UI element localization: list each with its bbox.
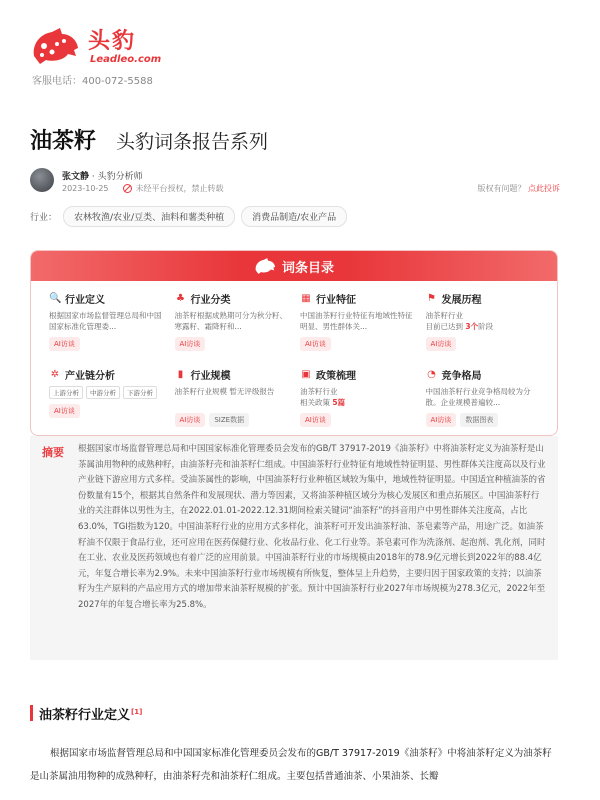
section-title [39,704,142,723]
toc-item-desc: 根据国家市场监督管理总局和中国国家标准化管理委... [49,311,162,331]
chain-tag[interactable]: 下游分析 [123,386,157,399]
toc-item[interactable] [420,287,546,363]
author-name: 张文静 [62,172,90,182]
no-reprint-icon [123,184,132,193]
ai-interview-pill[interactable]: AI访谈 [426,413,457,427]
toc-item-pills [175,337,289,351]
search-icon: 🔍 [49,293,62,304]
abstract-label: 摘要 [42,446,64,459]
industry-tag[interactable]: 农林牧渔/农业/豆类、油料和薯类种植 [63,206,235,227]
desc-count: 5篇 [332,398,346,407]
toc-item-label: 行业规模 [190,371,231,382]
toc-item-title [426,291,540,306]
toc-item-title [426,367,540,382]
ai-interview-pill[interactable]: AI访谈 [300,337,331,351]
complaint-link[interactable]: 点此投诉 [528,184,560,193]
section-bar [30,705,33,721]
toc-item-desc [300,386,414,408]
toc-item-pills [49,404,163,418]
ai-interview-pill[interactable]: AI访谈 [426,337,457,351]
copyright-notice [477,183,560,194]
toc-item-desc: 中国油茶籽行业竞争格局较为分散。企业规模普遍较... [425,387,531,407]
author-org: 头豹分析师 [97,172,143,182]
feature-icon: ▦ [301,293,311,304]
page-title: 油茶籽 [30,129,97,154]
toc-item-pills [426,337,540,351]
ai-interview-pill[interactable]: AI访谈 [49,337,80,351]
toc-item-title [49,291,163,306]
toc-item[interactable] [169,287,295,363]
author-avatar [30,168,54,192]
toc-item-label: 竞争格局 [441,371,482,382]
desc-prefix: 油茶籽行业 [300,387,338,396]
classify-icon: ♣ [176,293,185,304]
toc-item[interactable] [43,287,169,363]
history-icon: ⚑ [427,293,436,304]
abstract-text: 根据国家市场监督管理总局和中国国家标准化管理委员会发布的GB/T 37917-2019《油茶籽》中将油茶籽定义为油茶籽是山茶属油用物种的成熟种籽，由油茶籽壳和油茶籽仁组成。中国油茶籽行业特征有地域性特征明显、男性群体关注度高以及行业产业链下游应用方式多样。受油茶属性的影响，中国油茶籽行业种植区域较为集中，地域性特征明显。中国适宜种植油茶的省份数量有15个，根据其自然条件和发展现状、潜力等因素，又将油茶种植区域分为核心发展区和重点拓展区。中国油茶籽行业的关注群体以男性为主，在2022.01.01-2022.12.31期间检索关键词“油茶籽”的抖音用户中男性群体关注度高，占比63.0%，TGI指数为120。中国油茶籽行业的应用方式多样化，油茶籽可开发出油茶籽油、茶皂素等产品，用途广泛。如油茶籽油不仅限于食品行业，还可应用在医药保健行业、化妆品行业、化工行业等。茶皂素可作为洗涤剂、起泡剂、乳化剂，同时在工业、农业及医药领域也有着广泛的应用前景。中国油茶籽行业的市场规模由2018年的78.9亿元增长到2022年的88.4亿元，年复合增长率为2.9%。未来中国油茶籽行业市场规模有所恢复，整体呈上升趋势，主要归因于国家政策的支持；以油茶籽为生产原料的产品应用方式的增加带来油茶籽规模的扩张。预计中国油茶籽行业2027年市场规模为278.3亿元，2022年至2027年的年复合增长率为25.8%。 [78,444,546,610]
section-body: 根据国家市场监督管理总局和中国国家标准化管理委员会发布的GB/T 37917-2019《油茶籽》中将油茶籽定义为油茶籽是山茶属油用物种的成熟种籽，由油茶籽壳和油茶籽仁组成。主要包括普通油茶、小果油茶、长瓣 [30,748,552,782]
scale-icon: ▮ [177,369,184,380]
desc-middle: 相关政策 [300,398,333,407]
toc-item-pills [300,413,414,427]
toc-item-title [300,367,414,382]
competition-icon: ◔ [427,369,436,380]
toc-item-desc: 油茶籽行业规模 暂无评级报告 [174,387,275,396]
publish-date: 2023-10-25 [62,184,109,193]
section-title-text: 油茶籽行业定义 [39,708,131,723]
report-series: 头豹词条报告系列 [116,131,269,153]
toc-item[interactable] [294,287,420,363]
toc-item-pills [426,413,540,427]
toc-item-title [175,291,289,306]
customer-hotline: 客服电话：400-072-5588 [32,76,153,87]
toc-item-desc [426,310,540,332]
author-separator: · [91,172,95,182]
ai-interview-pill[interactable]: AI访谈 [300,413,331,427]
policy-icon: ▣ [301,369,311,380]
toc-grid [31,281,557,436]
toc-item-pills [300,337,414,351]
toc-item[interactable] [294,363,420,436]
desc-middle: 目前已达到 [425,322,466,331]
brand-cn-name: 头豹 [88,29,137,54]
industry-row [30,206,347,227]
leopard-logo-icon [30,26,80,66]
section-heading [30,704,142,723]
toc-item-pills [49,337,163,351]
ai-interview-pill[interactable]: AI访谈 [175,413,206,427]
toc-item-label: 发展历程 [441,295,482,306]
desc-prefix: 油茶籽行业 [425,311,463,320]
toc-item-label: 行业分类 [190,295,231,306]
toc-item[interactable] [169,363,295,436]
toc-panel [30,250,558,436]
toc-item[interactable] [420,363,546,436]
brand-logo[interactable] [30,22,162,72]
brand-en-name: Leadleo.com [90,54,162,65]
toc-heading: 词条目录 [281,260,334,276]
copyright-question: 版权有问题？ [477,184,526,193]
author-line [62,169,143,182]
chain-tags [49,386,163,399]
toc-item-label: 产业链分析 [65,371,115,382]
toc-item-pills [175,413,289,427]
toc-item-desc: 油茶籽根据成熟期可分为秋分籽、寒露籽、霜降籽和... [174,311,287,331]
data-pill[interactable]: SIZE数据 [209,413,249,427]
meta-line [62,183,224,194]
abstract-box [30,436,558,660]
leopard-icon [254,257,276,275]
chain-icon: ✲ [50,369,60,380]
toc-item-title [49,367,163,382]
toc-item-title [175,367,289,382]
chain-tag[interactable]: 中游分析 [86,386,120,399]
toc-item-label: 行业特征 [316,295,356,306]
toc-header [31,251,557,281]
toc-item-title [300,291,414,306]
footnote-ref[interactable]: [1] [131,707,143,716]
chain-tag[interactable]: 上游分析 [49,386,83,399]
ai-interview-pill[interactable]: AI访谈 [175,337,206,351]
toc-item-desc: 中国油茶籽行业特征有地域性特征明显、男性群体关... [300,311,413,331]
desc-count: 3个 [465,322,479,331]
data-pill[interactable]: 数据图表 [460,413,498,427]
desc-suffix: 阶段 [478,322,494,331]
reprint-notice: 未经平台授权，禁止转载 [135,184,224,193]
toc-item-label: 政策梳理 [316,371,356,382]
industry-tag[interactable]: 消费品制造/农业产品 [241,206,347,227]
toc-item-label: 行业定义 [65,295,105,306]
ai-interview-pill[interactable]: AI访谈 [49,404,80,418]
toc-item[interactable] [43,363,169,436]
industry-label: 行业： [30,213,58,223]
